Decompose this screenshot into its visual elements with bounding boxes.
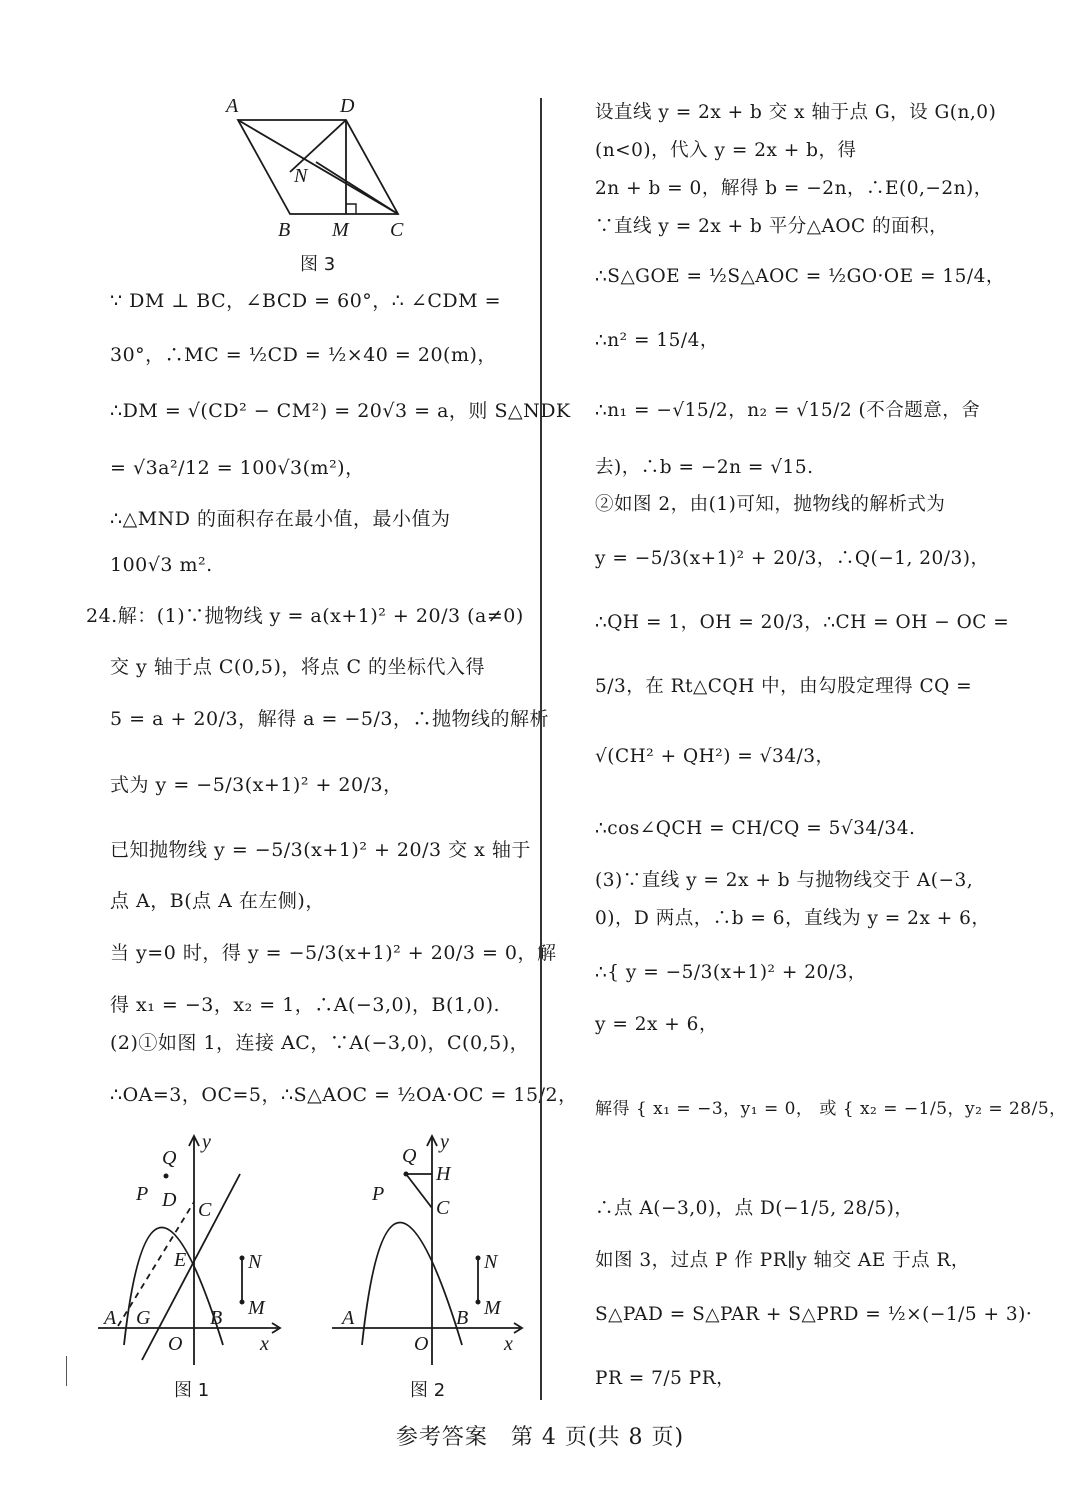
line-ge bbox=[142, 1174, 240, 1360]
label-n: N bbox=[484, 1251, 498, 1273]
parabola bbox=[362, 1223, 462, 1346]
label-y: y bbox=[202, 1131, 211, 1153]
left-line-7: 24.解：(1)∵抛物线 y = a(x+1)² + 20/3 (a≠0) bbox=[86, 605, 524, 627]
label-q: Q bbox=[402, 1145, 417, 1167]
margin-mark bbox=[66, 1356, 67, 1386]
label-a: A bbox=[104, 1307, 117, 1329]
left-line-12: 点 A，B(点 A 在左侧)， bbox=[110, 890, 325, 912]
label-p: P bbox=[136, 1183, 149, 1205]
right-line-19: 解得 { x₁ = −3，y₁ = 0， 或 { x₂ = −1/5，y₂ = 28/5， bbox=[595, 1099, 1067, 1119]
label-b: B bbox=[456, 1307, 469, 1329]
segment-qc bbox=[406, 1174, 432, 1208]
label-d: D bbox=[162, 1189, 177, 1211]
label-x: x bbox=[260, 1333, 269, 1355]
left-line-9: 5 = a + 20/3，解得 a = −5/3，∴抛物线的解析 bbox=[110, 708, 549, 730]
column-divider bbox=[540, 98, 542, 1400]
page-footer: 参考答案 第 4 页(共 8 页) bbox=[395, 1425, 685, 1450]
left-line-14: 得 x₁ = −3，x₂ = 1，∴A(−3,0)，B(1,0). bbox=[110, 994, 501, 1016]
right-line-9: ②如图 2，由(1)可知，抛物线的解析式为 bbox=[595, 494, 946, 515]
right-line-21: 如图 3，过点 P 作 PR∥y 轴交 AE 于点 R， bbox=[595, 1250, 970, 1271]
right-line-16: 0)，D 两点，∴b = 6，直线为 y = 2x + 6， bbox=[595, 908, 991, 929]
left-line-3: ∴DM = √(CD² − CM²) = 20√3 = a，则 S△NDK bbox=[110, 400, 571, 422]
left-line-8: 交 y 轴于点 C(0,5)，将点 C 的坐标代入得 bbox=[110, 656, 486, 678]
left-line-5: ∴△MND 的面积存在最小值，最小值为 bbox=[110, 508, 451, 530]
left-line-4: = √3a²/12 = 100√3(m²)， bbox=[110, 457, 365, 479]
diagonal-ac bbox=[238, 120, 398, 214]
right-line-8: 去)，∴b = −2n = √15. bbox=[595, 457, 814, 478]
left-line-15: (2)①如图 1，连接 AC，∵A(−3,0)，C(0,5)， bbox=[110, 1032, 530, 1054]
label-x: x bbox=[504, 1333, 513, 1355]
label-e: E bbox=[174, 1249, 187, 1271]
left-line-1: ∵ DM ⊥ BC，∠BCD = 60°，∴ ∠CDM = bbox=[110, 290, 502, 312]
right-line-12: 5/3，在 Rt△CQH 中，由勾股定理得 CQ = bbox=[595, 676, 973, 697]
label-g: G bbox=[136, 1307, 151, 1329]
label-m: M bbox=[484, 1297, 501, 1319]
label-n: N bbox=[248, 1251, 262, 1273]
right-column bbox=[595, 0, 1067, 1420]
right-line-4: ∵直线 y = 2x + b 平分△AOC 的面积， bbox=[595, 216, 949, 237]
left-line-10: 式为 y = −5/3(x+1)² + 20/3， bbox=[110, 774, 403, 796]
right-line-2: (n<0)，代入 y = 2x + b，得 bbox=[595, 140, 857, 161]
right-line-6: ∴n² = 15/4， bbox=[595, 330, 719, 351]
label-y: y bbox=[440, 1131, 449, 1153]
label-m: M bbox=[332, 219, 349, 241]
right-line-11: ∴QH = 1，OH = 20/3，∴CH = OH − OC = bbox=[595, 612, 1010, 633]
figure-2-caption: 图 2 bbox=[410, 1380, 446, 1401]
right-line-23: PR = 7/5 PR， bbox=[595, 1368, 736, 1389]
figure-3-caption: 图 3 bbox=[300, 254, 336, 275]
right-line-17: ∴{ y = −5/3(x+1)² + 20/3， bbox=[595, 962, 867, 983]
label-b: B bbox=[278, 219, 291, 241]
right-line-14: ∴cos∠QCH = CH/CQ = 5√34/34. bbox=[595, 818, 916, 839]
label-h: H bbox=[436, 1163, 451, 1185]
left-line-2: 30°，∴MC = ½CD = ½×40 = 20(m)， bbox=[110, 344, 497, 366]
label-b: B bbox=[210, 1307, 223, 1329]
label-c: C bbox=[390, 219, 404, 241]
label-a: A bbox=[342, 1307, 355, 1329]
right-line-3: 2n + b = 0，解得 b = −2n，∴E(0,−2n)， bbox=[595, 178, 993, 199]
label-q: Q bbox=[162, 1147, 177, 1169]
right-line-18: y = 2x + 6， bbox=[595, 1014, 718, 1035]
right-line-5: ∴S△GOE = ½S△AOC = ½GO·OE = 15/4， bbox=[595, 266, 1005, 287]
figure-1-caption: 图 1 bbox=[174, 1380, 210, 1401]
label-o: O bbox=[414, 1333, 429, 1355]
figure-2 bbox=[332, 1130, 532, 1370]
label-o: O bbox=[168, 1333, 183, 1355]
label-a: A bbox=[226, 95, 239, 117]
figure-1 bbox=[98, 1130, 308, 1370]
right-line-10: y = −5/3(x+1)² + 20/3，∴Q(−1, 20/3)， bbox=[595, 548, 990, 569]
right-line-7: ∴n₁ = −√15/2，n₂ = √15/2 (不合题意，舍 bbox=[595, 400, 981, 421]
left-line-13: 当 y=0 时，得 y = −5/3(x+1)² + 20/3 = 0，解 bbox=[110, 942, 557, 964]
right-line-22: S△PAD = S△PAR + S△PRD = ½×(−1/5 + 3)· bbox=[595, 1304, 1033, 1325]
label-n: N bbox=[294, 165, 308, 187]
right-line-20: ∴点 A(−3,0)，点 D(−1/5, 28/5)， bbox=[595, 1198, 914, 1219]
left-column bbox=[86, 0, 578, 1420]
label-c: C bbox=[436, 1197, 450, 1219]
label-d: D bbox=[340, 95, 355, 117]
right-line-13: √(CH² + QH²) = √34/3， bbox=[595, 746, 835, 767]
right-line-15: (3)∵直线 y = 2x + b 与抛物线交于 A(−3, bbox=[595, 870, 974, 891]
label-m: M bbox=[248, 1297, 265, 1319]
left-line-11: 已知抛物线 y = −5/3(x+1)² + 20/3 交 x 轴于 bbox=[110, 839, 531, 861]
label-p: P bbox=[372, 1183, 385, 1205]
segment-nc bbox=[316, 162, 398, 214]
label-c: C bbox=[198, 1199, 212, 1221]
figure-3 bbox=[220, 92, 440, 242]
right-line-1: 设直线 y = 2x + b 交 x 轴于点 G，设 G(n,0) bbox=[595, 102, 997, 123]
left-line-6: 100√3 m². bbox=[110, 554, 213, 576]
left-line-16: ∴OA=3，OC=5，∴S△AOC = ½OA·OC = 15/2， bbox=[110, 1084, 578, 1106]
